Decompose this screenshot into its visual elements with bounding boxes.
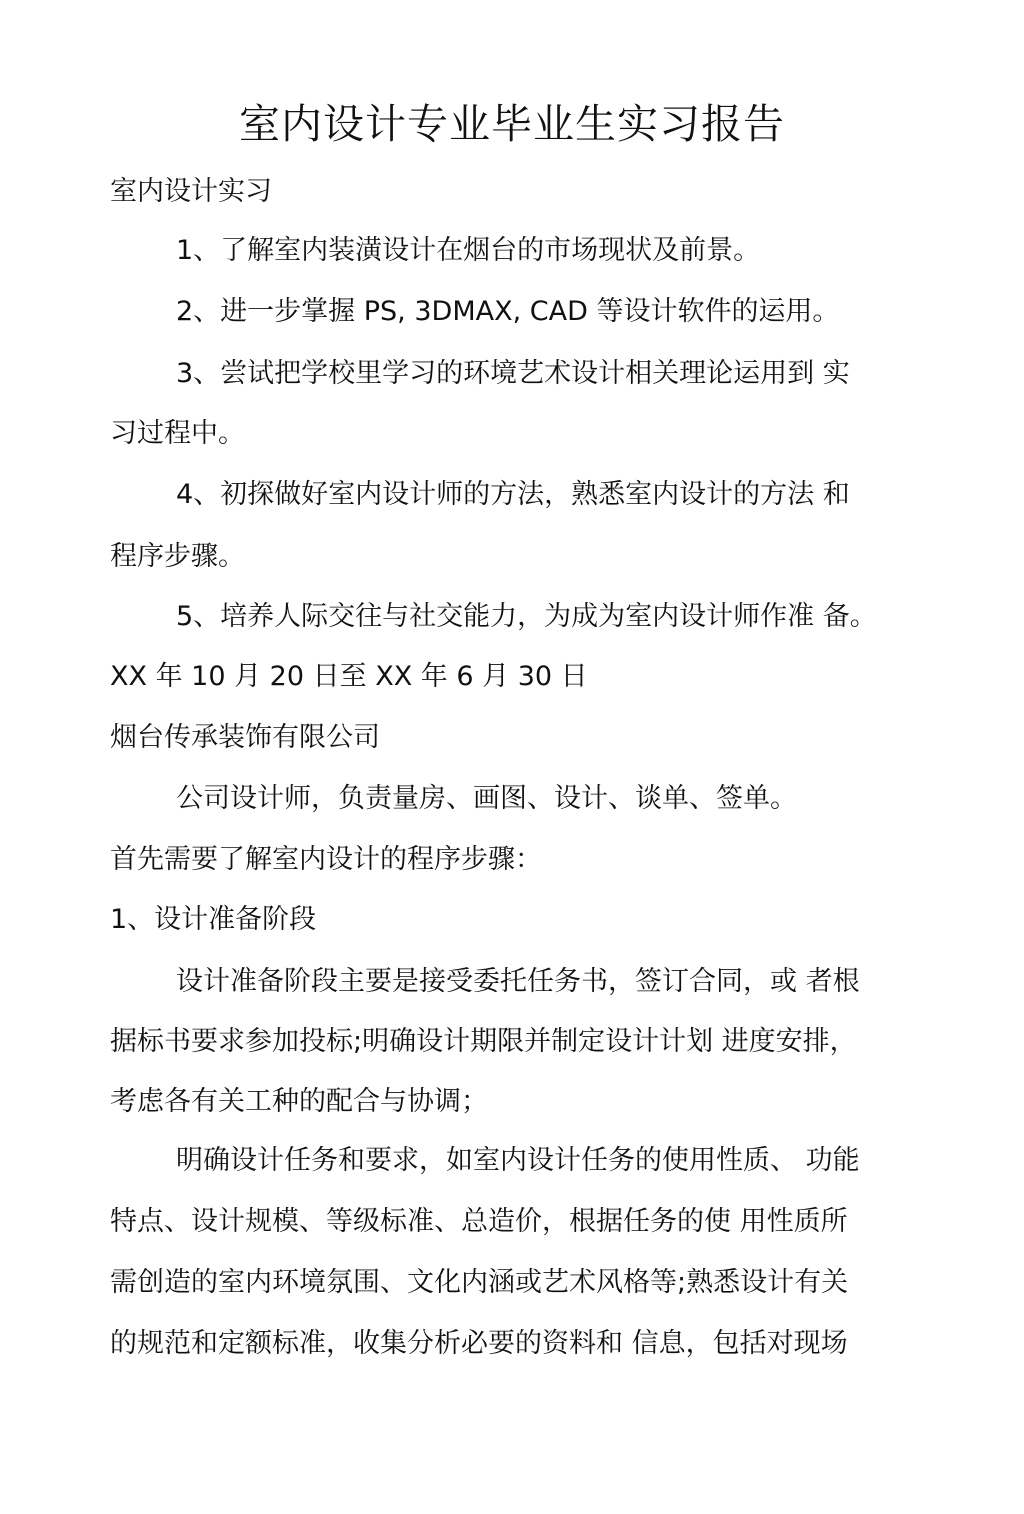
text-line: 室内设计实习: [110, 176, 272, 207]
text-line: 2、进一步掌握 PS, 3DMAX, CAD 等设计软件的运用。: [176, 296, 840, 327]
text-line: 5、培养人际交往与社交能力，为成为室内设计师作准 备。: [176, 601, 877, 632]
text-line: 习过程中。: [110, 418, 245, 449]
text-line: 明确设计任务和要求，如室内设计任务的使用性质、 功能: [176, 1145, 860, 1176]
text-line: XX 年 10 月 20 日至 XX 年 6 月 30 日: [110, 661, 588, 692]
text-line: 首先需要了解室内设计的程序步骤：: [110, 844, 542, 875]
text-line: 特点、设计规模、等级标准、总造价，根据任务的使 用性质所: [110, 1206, 848, 1237]
text-line: 公司设计师，负责量房、画图、设计、谈单、签单。: [176, 783, 797, 814]
text-line: 考虑各有关工种的配合与协调；: [110, 1086, 488, 1117]
text-line: 1、了解室内装潢设计在烟台的市场现状及前景。: [176, 235, 761, 266]
text-line: 程序步骤。: [110, 541, 245, 572]
text-line: 需创造的室内环境氛围、文化内涵或艺术风格等;熟悉设计有关: [110, 1267, 849, 1298]
text-line: 据标书要求参加投标;明确设计期限并制定设计计划 进度安排，: [110, 1026, 857, 1057]
text-line: 1、设计准备阶段: [110, 904, 317, 935]
text-line: 4、初探做好室内设计师的方法，熟悉室内设计的方法 和: [176, 479, 850, 510]
text-line: 烟台传承装饰有限公司: [110, 722, 380, 753]
document-title: 室内设计专业毕业生实习报告: [239, 100, 785, 148]
text-line: 设计准备阶段主要是接受委托任务书，签订合同，或 者根: [176, 966, 860, 997]
text-line: 的规范和定额标准，收集分析必要的资料和 信息，包括对现场: [110, 1328, 848, 1359]
text-line: 3、尝试把学校里学习的环境艺术设计相关理论运用到 实: [176, 358, 850, 389]
